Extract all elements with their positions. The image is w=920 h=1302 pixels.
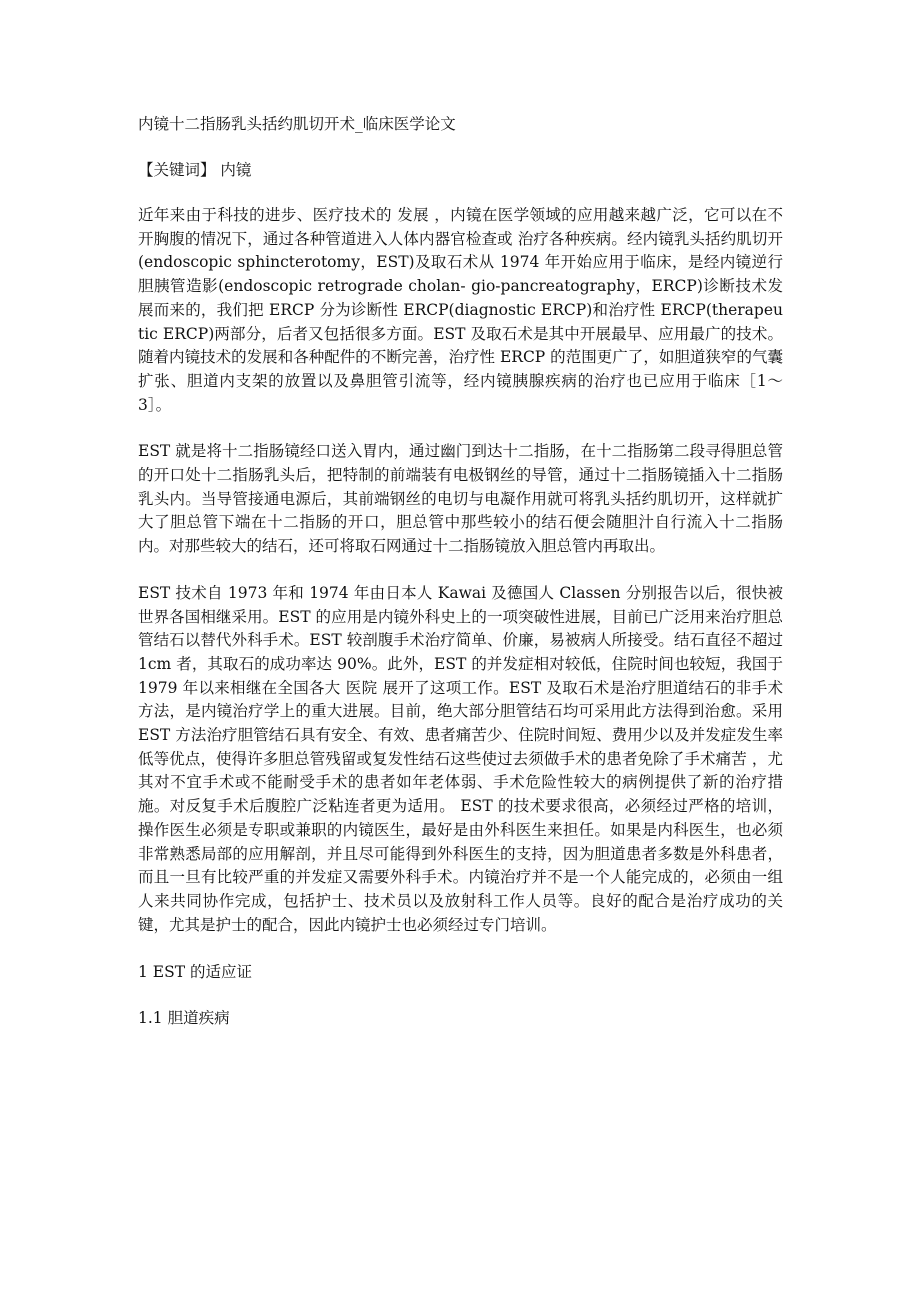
subsection-heading: 1.1 胆道疾病: [138, 1009, 230, 1028]
document-title: 内镜十二指肠乳头括约肌切开术_临床医学论文: [138, 115, 456, 133]
paragraph-est-procedure: EST 就是将十二指肠镜经口送入胃内，通过幽门到达十二指肠，在十二指肠第二段寻得胆总管的开口处十二指肠乳头后，把特制的前端装有电极钢丝的导管，通过十二指肠镜插入十二指肠乳头内。当导管接通电源后，其前端钢丝的电切与电凝作用就可将乳头括约肌切开，这样就扩大了胆总管下端在十二指肠的开口，胆总管中那些较小的结石便会随胆汁自行流入十二指肠内。对那些较大的结石，还可将取石网通过十二指肠镜放入胆总管内再取出。: [138, 442, 783, 556]
document-page: [138, 112, 783, 1052]
keywords-line: 【关键词】 内镜: [138, 161, 252, 179]
paragraph-intro: 近年来由于科技的进步、医疗技术的 发展 ，内镜在医学领域的应用越来越广泛，它可以在不开胸腹的情况下，通过各种管道进入人体内器官检查或 治疗各种疾病。经内镜乳头括约肌切开(endoscopic sphincterotomy，EST)及取石术从 1974 年开始应用于临床，是经内镜逆行胆胰管造影(endoscopic retrograde cholan- gio-pancreatography，ERCP)诊断技术发展而来的，我们把 ERCP 分为诊断性 ERCP(diagnostic ERCP)和治疗性 ERCP(therapeutic ERCP)两部分，后者又包括很多方面。EST 及取石术是其中开展最早、应用最广的技术。随着内镜技术的发展和各种配件的不断完善，治疗性 ERCP 的范围更广了，如胆道狭窄的气囊扩张、胆道内支架的放置以及鼻胆管引流等，经内镜胰腺疾病的治疗也已应用于临床［1～3］。: [138, 206, 783, 414]
paragraph-est-history: EST 技术自 1973 年和 1974 年由日本人 Kawai 及德国人 Classen 分别报告以后，很快被世界各国相继采用。EST 的应用是内镜外科史上的一项突破性进展，目前已广泛用来治疗胆总管结石以替代外科手术。EST 较剖腹手术治疗简单、价廉，易被病人所接受。结石直径不超过 1cm 者，其取石的成功率达 90%。此外，EST 的并发症相对较低，住院时间也较短，我国于 1979 年以来相继在全国各大 医院 展开了这项工作。EST 及取石术是治疗胆道结石的非手术方法，是内镜治疗学上的重大进展。目前，绝大部分胆管结石均可采用此方法得到治愈。采用 EST 方法治疗胆管结石具有安全、有效、患者痛苦少、住院时间短、费用少以及并发症发生率低等优点，使得许多胆总管残留或复发性结石这些使过去须做手术的患者免除了手术痛苦 ，尤其对不宜手术或不能耐受手术的患者如年老体弱、手术危险性较大的病例提供了新的治疗措施。对反复手术后腹腔广泛粘连者更为适用。 EST 的技术要求很高，必须经过严格的培训，操作医生必须是专职或兼职的内镜医生，最好是由外科医生来担任。如果是内科医生，也必须非常熟悉局部的应用解剖，并且尽可能得到外科医生的支持，因为胆道患者多数是外科患者，而且一旦有比较严重的并发症又需要外科手术。内镜治疗并不是一个人能完成的，必须由一组人来共同协作完成，包括护士、技术员以及放射科工作人员等。良好的配合是治疗成功的关键，尤其是护士的配合，因此内镜护士也必须经过专门培训。: [138, 583, 783, 934]
section-heading: 1 EST 的适应证: [138, 963, 252, 982]
